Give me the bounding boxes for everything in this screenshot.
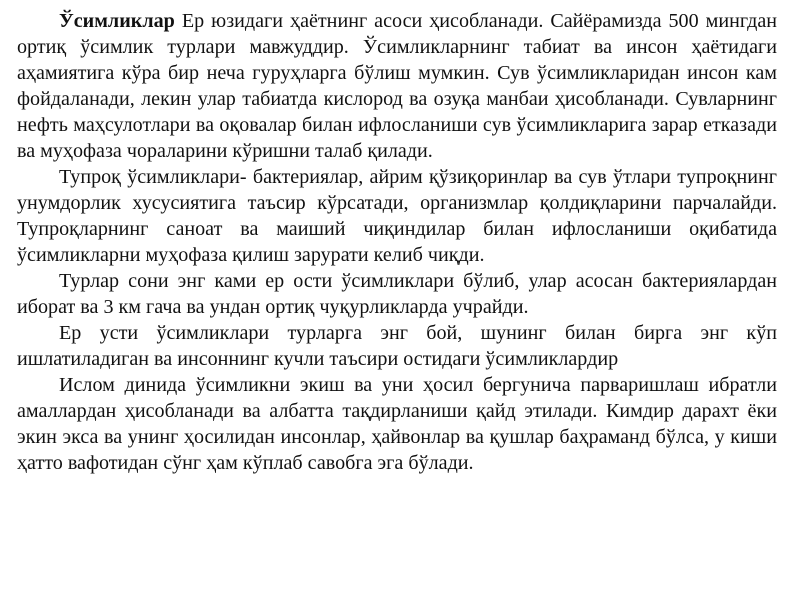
paragraph-surface-plants xyxy=(17,320,777,372)
paragraph-text: Тупроқ ўсимликлари- бактериялар, айрим қўзиқоринлар ва сув ўтлари тупроқнинг унумдорлик хусусиятига таъсир кўрсатади, организмлар қолдиқларини парчалайди. Тупроқларнинг саноат ва маиший чиқиндилар билан ифлосланиши оқибатида ўсимликларни муҳофаза қилиш зарурати келиб чиқди. xyxy=(17,166,777,266)
paragraph-plants-intro xyxy=(17,8,777,164)
paragraph-text: Ер юзидаги ҳаётнинг асоси ҳисобланади. Сайёрамизда 500 мингдан ортиқ ўсимлик турлари мавжуддир. Ўсимликларнинг табиат ва инсон ҳаётидаги аҳамиятига кўра бир неча гуруҳларга бўлиш мумкин. Сув ўсимликларидан инсон кам фойдаланади, лекин улар табиатда кислород ва озуқа манбаи ҳисобланади. Сувларнинг нефть маҳсулотлари ва оқовалар билан ифлосланиши сув ўсимликларига зарар етказади ва муҳофаза чораларини кўришни талаб қилади. xyxy=(17,10,777,162)
paragraph-lead-term: Ўсимликлар xyxy=(59,10,175,32)
paragraph-text: Турлар сони энг ками ер ости ўсимликлари бўлиб, улар асосан бактериялардан иборат ва 3 км гача ва ундан ортиқ чуқурликларда учрайди. xyxy=(17,270,777,318)
document-page xyxy=(17,8,777,592)
paragraph-text: Ер усти ўсимликлари турларга энг бой, шунинг билан бирга энг кўп ишлатиладиган ва инсоннинг кучли таъсири остидаги ўсимликлардир xyxy=(17,322,777,370)
paragraph-underground-plants xyxy=(17,268,777,320)
paragraph-text: Ислом динида ўсимликни экиш ва уни ҳосил бергунича парваришлаш ибратли амаллардан ҳисобланади ва албатта тақдирланиши қайд этилади. Кимдир дарахт ёки экин экса ва унинг ҳосилидан инсонлар, ҳайвонлар ва қушлар баҳраманд бўлса, у киши ҳатто вафотидан сўнг ҳам кўплаб савобга эга бўлади. xyxy=(17,374,777,474)
paragraph-soil-plants xyxy=(17,164,777,268)
paragraph-islam-planting xyxy=(17,372,777,476)
